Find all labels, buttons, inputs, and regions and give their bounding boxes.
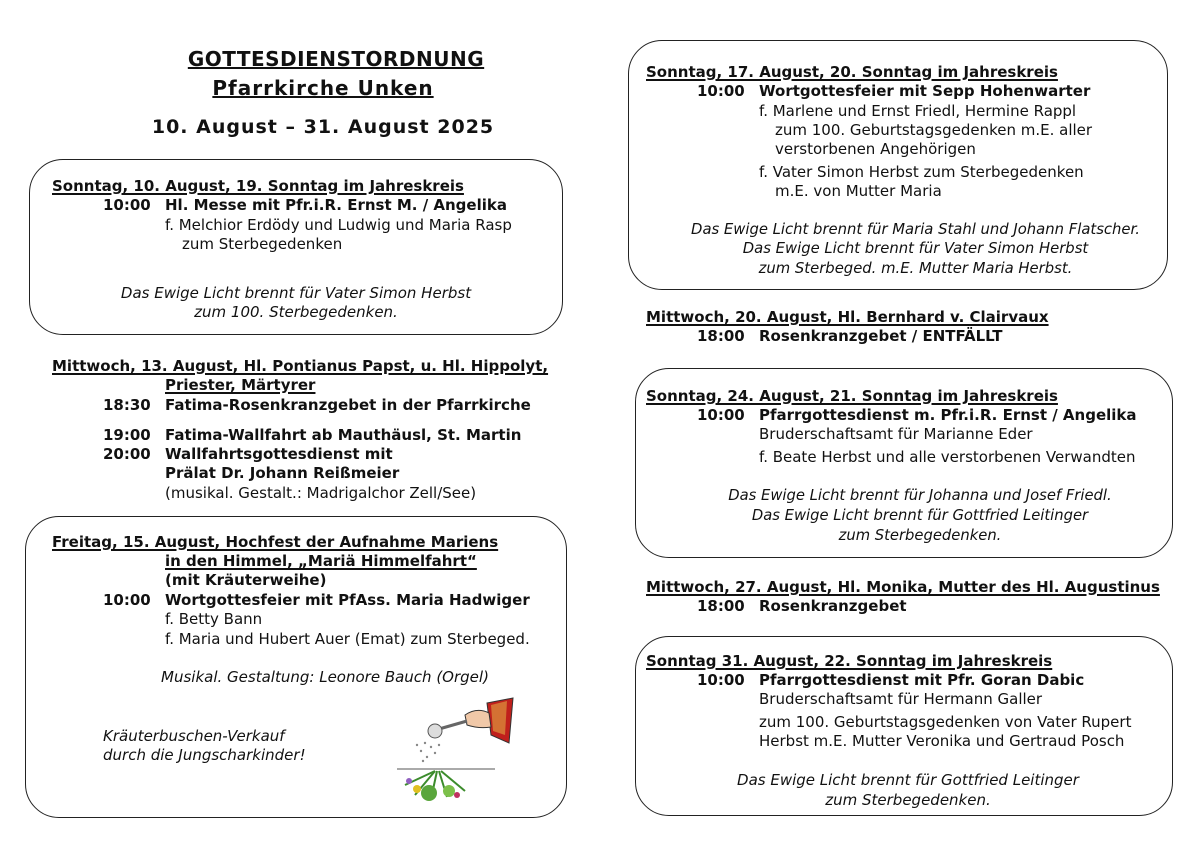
service-title: Wortgottesfeier mit Sepp Hohenwarter (759, 82, 1091, 100)
eternal-light-note: Das Ewige Licht brennt für Maria Stahl und Johann Flatscher. (691, 221, 1140, 238)
intention: f. Betty Bann (165, 610, 263, 628)
intention: zum 100. Geburtstagsgedenken m.E. aller (775, 121, 1093, 139)
intention: f. Marlene und Ernst Friedl, Hermine Rappl (759, 102, 1077, 120)
day-heading: Sonntag, 24. August, 21. Sonntag im Jahreskreis (646, 387, 1058, 405)
day-heading: Sonntag, 10. August, 19. Sonntag im Jahreskreis (52, 177, 464, 195)
intention: Herbst m.E. Mutter Veronika und Gertraud Posch (759, 732, 1125, 750)
eternal-light-note: Das Ewige Licht brennt für Gottfried Leitinger (737, 771, 1079, 789)
intention: f. Maria und Hubert Auer (Emat) zum Sterbeged. (165, 630, 530, 648)
day-heading: Sonntag 31. August, 22. Sonntag im Jahreskreis (646, 652, 1053, 670)
eternal-light-note: Das Ewige Licht brennt für Johanna und Josef Friedl. (728, 487, 1112, 504)
service-time: 10:00 (697, 671, 745, 689)
service-time: 20:00 (103, 445, 151, 463)
intention: m.E. von Mutter Maria (775, 182, 942, 200)
service-title: Rosenkranzgebet / ENTFÄLLT (759, 327, 1003, 345)
date-range: 10. August – 31. August 2025 (151, 116, 495, 138)
service-title: Fatima-Wallfahrt ab Mauthäusl, St. Martin (165, 426, 522, 444)
service-title: Pfarrgottesdienst mit Pfr. Goran Dabic (759, 671, 1085, 689)
page-subtitle: Pfarrkirche Unken (212, 76, 434, 100)
service-time: 10:00 (103, 591, 151, 609)
intention: Bruderschaftsamt für Hermann Galler (759, 690, 1043, 708)
music-note: Musikal. Gestaltung: Leonore Bauch (Orgel) (161, 668, 489, 686)
service-time: 18:00 (697, 327, 745, 345)
eternal-light-note: zum Sterbegedenken. (838, 527, 1002, 544)
service-title: Wallfahrtsgottesdienst mit (165, 445, 393, 463)
service-title: Hl. Messe mit Pfr.i.R. Ernst M. / Angelika (165, 196, 507, 214)
eternal-light-note: zum Sterbeged. m.E. Mutter Maria Herbst. (758, 260, 1073, 277)
intention: f. Melchior Erdödy und Ludwig und Maria Rasp (165, 216, 512, 234)
intention: f. Beate Herbst und alle verstorbenen Verwandten (759, 448, 1136, 466)
service-time: 10:00 (103, 196, 151, 214)
herb-blessing-sprinkler-icon (395, 695, 515, 805)
service-title: Wortgottesfeier mit PfAss. Maria Hadwiger (165, 591, 530, 609)
service-title: Prälat Dr. Johann Reißmeier (165, 464, 400, 482)
music-note: (musikal. Gestalt.: Madrigalchor Zell/See) (165, 484, 477, 502)
eternal-light-note: Das Ewige Licht brennt für Vater Simon Herbst (120, 284, 472, 302)
day-heading: Priester, Märtyrer (165, 376, 316, 394)
service-time: 18:30 (103, 396, 151, 414)
day-heading: Mittwoch, 20. August, Hl. Bernhard v. Clairvaux (646, 308, 1049, 326)
intention: f. Vater Simon Herbst zum Sterbegedenken (759, 163, 1084, 181)
service-time: 18:00 (697, 597, 745, 615)
service-title: Fatima-Rosenkranzgebet in der Pfarrkirche (165, 396, 531, 414)
service-time: 10:00 (697, 406, 745, 424)
service-time: 19:00 (103, 426, 151, 444)
feast-extra: (mit Kräuterweihe) (165, 571, 327, 589)
day-heading: in den Himmel, „Mariä Himmelfahrt“ (165, 552, 477, 570)
intention: Bruderschaftsamt für Marianne Eder (759, 425, 1033, 443)
day-heading: Freitag, 15. August, Hochfest der Aufnahme Mariens (52, 533, 499, 551)
day-heading: Mittwoch, 27. August, Hl. Monika, Mutter des Hl. Augustinus (646, 578, 1160, 596)
day-heading: Sonntag, 17. August, 20. Sonntag im Jahreskreis (646, 63, 1058, 81)
service-title: Rosenkranzgebet (759, 597, 907, 615)
service-title: Pfarrgottesdienst m. Pfr.i.R. Ernst / Angelika (759, 406, 1137, 424)
eternal-light-note: zum 100. Sterbegedenken. (194, 303, 398, 321)
intention: zum 100. Geburtstagsgedenken von Vater Rupert (759, 713, 1132, 731)
herb-sale-note: Kräuterbuschen-Verkauf (103, 727, 285, 745)
herb-sale-note: durch die Jungscharkinder! (103, 746, 306, 764)
intention: zum Sterbegedenken (182, 235, 343, 253)
eternal-light-note: Das Ewige Licht brennt für Vater Simon Herbst (742, 240, 1089, 257)
eternal-light-note: Das Ewige Licht brennt für Gottfried Leitinger (751, 507, 1089, 524)
intention: verstorbenen Angehörigen (775, 140, 976, 158)
eternal-light-note: zum Sterbegedenken. (825, 791, 991, 809)
service-time: 10:00 (697, 82, 745, 100)
day-heading: Mittwoch, 13. August, Hl. Pontianus Papst, u. Hl. Hippolyt, (52, 357, 549, 375)
page-title: GOTTESDIENSTORDNUNG (187, 47, 485, 71)
